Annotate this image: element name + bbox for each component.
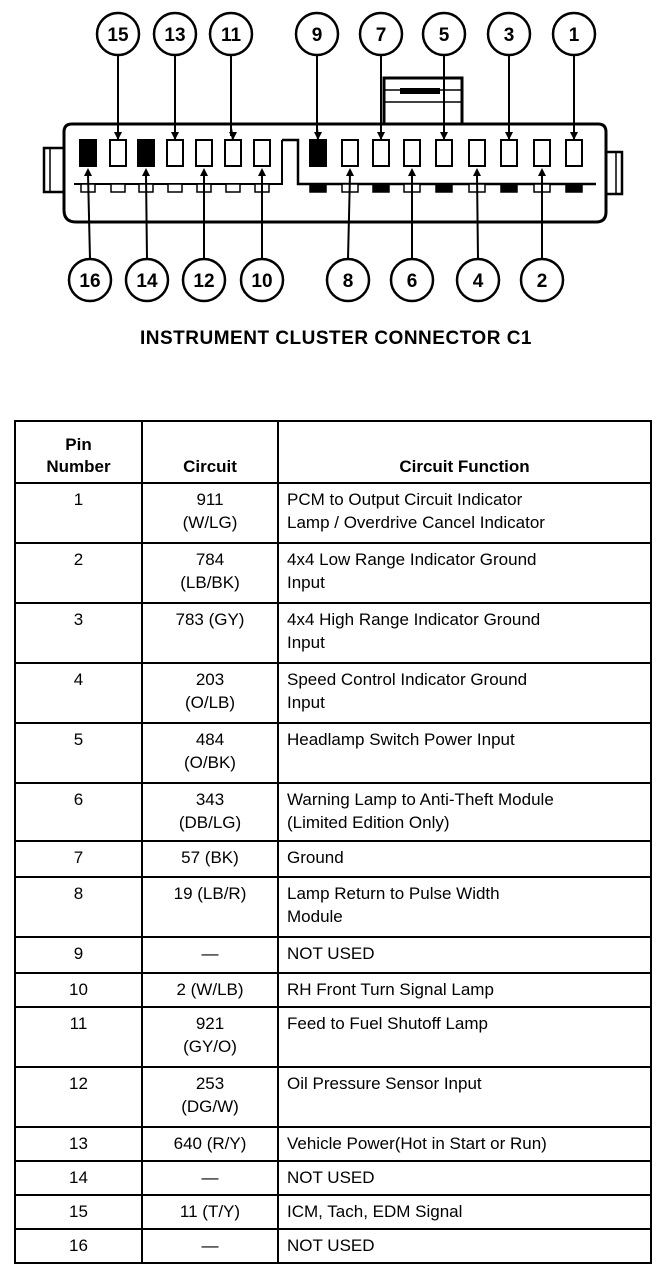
table-row [15,1067,651,1127]
leader-line [477,174,478,259]
lower-slot [226,184,240,192]
function-cell: Feed to Fuel Shutoff Lamp [278,1007,651,1067]
arrowhead [142,168,150,176]
pin-cell: 8 [15,877,142,937]
arrowhead [440,132,448,140]
pin-callout-label: 12 [193,271,215,292]
arrowhead [200,168,208,176]
table-row [15,1161,651,1195]
pin-callout-label: 11 [220,25,242,46]
lower-slot [168,184,182,192]
arrowhead [171,132,179,140]
function-cell: NOT USED [278,1161,651,1195]
pin-cavity [469,140,485,166]
lower-slot [111,184,125,192]
circuit-cell: — [142,1229,278,1263]
circuit-cell: 484 (O/BK) [142,723,278,783]
table-row [15,1127,651,1161]
header-circuit: Circuit [142,421,278,483]
pin-cell: 9 [15,937,142,973]
pin-cavity [436,140,452,166]
left-latch [44,148,64,192]
pin-callout-label: 4 [472,271,484,292]
circuit-cell: 19 (LB/R) [142,877,278,937]
table-row [15,1195,651,1229]
pin-cell: 15 [15,1195,142,1229]
header-circuit-function: Circuit Function [278,421,651,483]
pin-callout-label: 10 [251,271,273,292]
arrowhead [473,168,481,176]
pin-callout-label: 1 [568,25,580,46]
pin-cell: 2 [15,543,142,603]
lower-slot [310,184,326,192]
table-row [15,973,651,1007]
pin-cell: 4 [15,663,142,723]
circuit-cell: 921 (GY/O) [142,1007,278,1067]
circuit-cell: — [142,1161,278,1195]
circuit-cell: 784 (LB/BK) [142,543,278,603]
function-cell: Vehicle Power(Hot in Start or Run) [278,1127,651,1161]
diagram-title: INSTRUMENT CLUSTER CONNECTOR C1 [140,328,532,349]
circuit-cell: 57 (BK) [142,841,278,877]
pin-cavity [501,140,517,166]
circuit-cell: 911 (W/LG) [142,483,278,543]
table-row [15,723,651,783]
circuit-cell: — [142,937,278,973]
lower-slot [566,184,582,192]
pin-cell: 14 [15,1161,142,1195]
arrowhead [408,168,416,176]
pin-callout-label: 6 [406,271,418,292]
pin-cavity [80,140,96,166]
arrowhead [84,168,92,176]
pin-cavity [310,140,326,166]
function-cell: 4x4 High Range Indicator Ground Input [278,603,651,663]
pin-cell: 6 [15,783,142,841]
circuit-cell: 253 (DG/W) [142,1067,278,1127]
circuit-cell: 640 (R/Y) [142,1127,278,1161]
pin-callout-label: 9 [311,25,323,46]
pin-cavity [110,140,126,166]
table-row [15,877,651,937]
table-header-row [15,421,651,483]
pin-cavity [254,140,270,166]
function-cell: Speed Control Indicator Ground Input [278,663,651,723]
pin-callout-label: 15 [107,25,129,46]
table-row [15,937,651,973]
arrowhead [258,168,266,176]
pin-cell: 12 [15,1067,142,1127]
pin-callout-label: 13 [164,25,186,46]
table-row [15,663,651,723]
circuit-cell: 11 (T/Y) [142,1195,278,1229]
table-row [15,1007,651,1067]
function-cell: Ground [278,841,651,877]
function-cell: NOT USED [278,937,651,973]
pin-cavity [225,140,241,166]
arrowhead [377,132,385,140]
circuit-cell: 203 (O/LB) [142,663,278,723]
leader-line [146,174,147,259]
pin-cell: 11 [15,1007,142,1067]
pin-cavity [566,140,582,166]
pin-callout-label: 7 [375,25,387,46]
arrowhead [114,132,122,140]
circuit-cell: 343 (DB/LG) [142,783,278,841]
function-cell: Headlamp Switch Power Input [278,723,651,783]
pin-cavity [138,140,154,166]
arrowhead [505,132,513,140]
pin-cell: 7 [15,841,142,877]
function-cell: NOT USED [278,1229,651,1263]
pin-callout-label: 2 [536,271,548,292]
connector-diagram [0,0,672,310]
pin-callout-label: 3 [503,25,515,46]
function-cell: PCM to Output Circuit Indicator Lamp / Overdrive Cancel Indicator [278,483,651,543]
pin-cell: 10 [15,973,142,1007]
function-cell: ICM, Tach, EDM Signal [278,1195,651,1229]
pin-cell: 3 [15,603,142,663]
table-row [15,543,651,603]
header-pin-number: Pin Number [15,421,142,483]
pin-cell: 5 [15,723,142,783]
right-latch [606,152,622,194]
pin-callout-label: 14 [136,271,158,292]
pin-callout-label: 5 [438,25,450,46]
function-cell: Warning Lamp to Anti-Theft Module (Limited Edition Only) [278,783,651,841]
arrowhead [314,132,322,140]
circuit-cell: 2 (W/LB) [142,973,278,1007]
function-cell: 4x4 Low Range Indicator Ground Input [278,543,651,603]
function-cell: RH Front Turn Signal Lamp [278,973,651,1007]
lower-slot [373,184,389,192]
circuit-cell: 783 (GY) [142,603,278,663]
pin-cavity [342,140,358,166]
table-row [15,841,651,877]
connector-keyway [384,78,462,124]
table-row [15,603,651,663]
lower-slot [436,184,452,192]
pin-table [14,420,652,1264]
table-row [15,1229,651,1263]
pin-cavity [404,140,420,166]
pin-cell: 13 [15,1127,142,1161]
pin-callout-label: 8 [342,271,354,292]
pin-cavity [373,140,389,166]
pin-cavity [167,140,183,166]
lower-slot [501,184,517,192]
pin-callout-label: 16 [79,271,101,292]
pin-cell: 16 [15,1229,142,1263]
pin-cavity [196,140,212,166]
arrowhead [346,168,354,176]
table-row [15,783,651,841]
function-cell: Lamp Return to Pulse Width Module [278,877,651,937]
arrowhead [538,168,546,176]
pin-cell: 1 [15,483,142,543]
pin-cavity [534,140,550,166]
table-row [15,483,651,543]
arrowhead [570,132,578,140]
function-cell: Oil Pressure Sensor Input [278,1067,651,1127]
